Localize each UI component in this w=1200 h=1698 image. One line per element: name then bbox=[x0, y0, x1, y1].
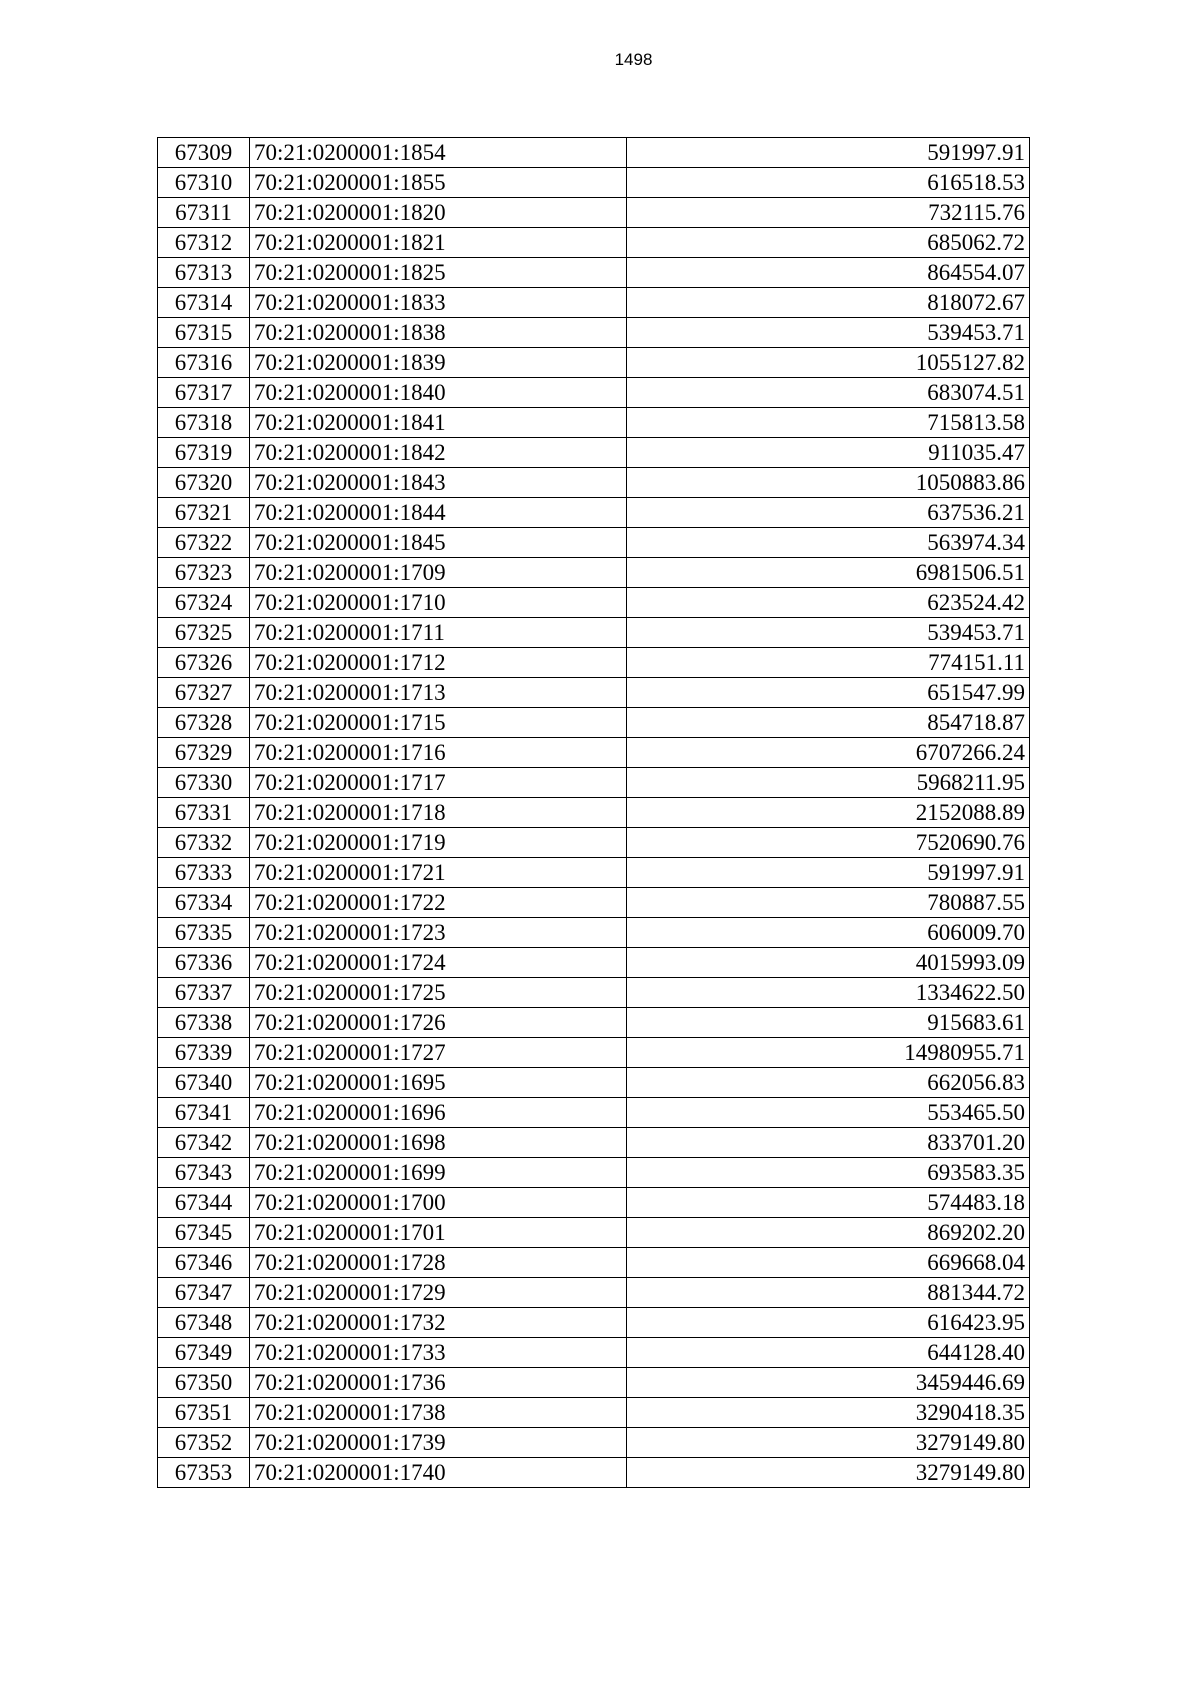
value-cell: 3459446.69 bbox=[627, 1368, 1030, 1398]
value-cell: 662056.83 bbox=[627, 1068, 1030, 1098]
row-number-cell: 67313 bbox=[158, 258, 250, 288]
cadastral-number-cell: 70:21:0200001:1722 bbox=[250, 888, 627, 918]
cadastral-number-cell: 70:21:0200001:1729 bbox=[250, 1278, 627, 1308]
value-cell: 669668.04 bbox=[627, 1248, 1030, 1278]
row-number-cell: 67335 bbox=[158, 918, 250, 948]
cadastral-number-cell: 70:21:0200001:1698 bbox=[250, 1128, 627, 1158]
row-number-cell: 67339 bbox=[158, 1038, 250, 1068]
cadastral-number-cell: 70:21:0200001:1820 bbox=[250, 198, 627, 228]
table-row bbox=[158, 828, 1030, 858]
row-number-cell: 67334 bbox=[158, 888, 250, 918]
row-number-cell: 67318 bbox=[158, 408, 250, 438]
row-number-cell: 67328 bbox=[158, 708, 250, 738]
row-number-cell: 67341 bbox=[158, 1098, 250, 1128]
row-number-cell: 67333 bbox=[158, 858, 250, 888]
cadastral-number-cell: 70:21:0200001:1833 bbox=[250, 288, 627, 318]
value-cell: 3279149.80 bbox=[627, 1458, 1030, 1488]
row-number-cell: 67340 bbox=[158, 1068, 250, 1098]
cadastral-number-cell: 70:21:0200001:1715 bbox=[250, 708, 627, 738]
cadastral-number-cell: 70:21:0200001:1700 bbox=[250, 1188, 627, 1218]
table-row bbox=[158, 918, 1030, 948]
value-cell: 6981506.51 bbox=[627, 558, 1030, 588]
value-cell: 1050883.86 bbox=[627, 468, 1030, 498]
table-row bbox=[158, 708, 1030, 738]
row-number-cell: 67331 bbox=[158, 798, 250, 828]
table-row bbox=[158, 768, 1030, 798]
value-cell: 591997.91 bbox=[627, 138, 1030, 168]
cadastral-number-cell: 70:21:0200001:1727 bbox=[250, 1038, 627, 1068]
row-number-cell: 67314 bbox=[158, 288, 250, 318]
cadastral-number-cell: 70:21:0200001:1699 bbox=[250, 1158, 627, 1188]
cadastral-number-cell: 70:21:0200001:1843 bbox=[250, 468, 627, 498]
table-row bbox=[158, 948, 1030, 978]
row-number-cell: 67311 bbox=[158, 198, 250, 228]
cadastral-value-table bbox=[157, 137, 1030, 1488]
value-cell: 6707266.24 bbox=[627, 738, 1030, 768]
table-row bbox=[158, 648, 1030, 678]
row-number-cell: 67337 bbox=[158, 978, 250, 1008]
table-row bbox=[158, 1428, 1030, 1458]
table-row bbox=[158, 1368, 1030, 1398]
row-number-cell: 67347 bbox=[158, 1278, 250, 1308]
value-cell: 574483.18 bbox=[627, 1188, 1030, 1218]
table-row bbox=[158, 738, 1030, 768]
table-row bbox=[158, 618, 1030, 648]
cadastral-number-cell: 70:21:0200001:1726 bbox=[250, 1008, 627, 1038]
value-cell: 833701.20 bbox=[627, 1128, 1030, 1158]
value-cell: 3279149.80 bbox=[627, 1428, 1030, 1458]
table-row bbox=[158, 978, 1030, 1008]
row-number-cell: 67310 bbox=[158, 168, 250, 198]
table-row bbox=[158, 348, 1030, 378]
table-row bbox=[158, 498, 1030, 528]
table-row bbox=[158, 1008, 1030, 1038]
value-cell: 869202.20 bbox=[627, 1218, 1030, 1248]
table-row bbox=[158, 1278, 1030, 1308]
value-cell: 864554.07 bbox=[627, 258, 1030, 288]
row-number-cell: 67351 bbox=[158, 1398, 250, 1428]
row-number-cell: 67319 bbox=[158, 438, 250, 468]
value-cell: 651547.99 bbox=[627, 678, 1030, 708]
value-cell: 616518.53 bbox=[627, 168, 1030, 198]
row-number-cell: 67349 bbox=[158, 1338, 250, 1368]
row-number-cell: 67330 bbox=[158, 768, 250, 798]
value-cell: 539453.71 bbox=[627, 618, 1030, 648]
cadastral-number-cell: 70:21:0200001:1839 bbox=[250, 348, 627, 378]
value-cell: 732115.76 bbox=[627, 198, 1030, 228]
value-cell: 623524.42 bbox=[627, 588, 1030, 618]
value-cell: 774151.11 bbox=[627, 648, 1030, 678]
table-row bbox=[158, 168, 1030, 198]
row-number-cell: 67316 bbox=[158, 348, 250, 378]
value-cell: 911035.47 bbox=[627, 438, 1030, 468]
table-row bbox=[158, 468, 1030, 498]
value-cell: 3290418.35 bbox=[627, 1398, 1030, 1428]
value-cell: 915683.61 bbox=[627, 1008, 1030, 1038]
row-number-cell: 67344 bbox=[158, 1188, 250, 1218]
cadastral-number-cell: 70:21:0200001:1724 bbox=[250, 948, 627, 978]
table-row bbox=[158, 1458, 1030, 1488]
cadastral-number-cell: 70:21:0200001:1711 bbox=[250, 618, 627, 648]
row-number-cell: 67346 bbox=[158, 1248, 250, 1278]
cadastral-number-cell: 70:21:0200001:1721 bbox=[250, 858, 627, 888]
table-row bbox=[158, 678, 1030, 708]
cadastral-number-cell: 70:21:0200001:1719 bbox=[250, 828, 627, 858]
row-number-cell: 67312 bbox=[158, 228, 250, 258]
value-cell: 5968211.95 bbox=[627, 768, 1030, 798]
cadastral-number-cell: 70:21:0200001:1701 bbox=[250, 1218, 627, 1248]
table-row bbox=[158, 1218, 1030, 1248]
value-cell: 606009.70 bbox=[627, 918, 1030, 948]
value-cell: 14980955.71 bbox=[627, 1038, 1030, 1068]
row-number-cell: 67317 bbox=[158, 378, 250, 408]
table-row bbox=[158, 378, 1030, 408]
value-cell: 685062.72 bbox=[627, 228, 1030, 258]
row-number-cell: 67338 bbox=[158, 1008, 250, 1038]
row-number-cell: 67352 bbox=[158, 1428, 250, 1458]
cadastral-number-cell: 70:21:0200001:1854 bbox=[250, 138, 627, 168]
cadastral-number-cell: 70:21:0200001:1713 bbox=[250, 678, 627, 708]
value-cell: 591997.91 bbox=[627, 858, 1030, 888]
value-cell: 616423.95 bbox=[627, 1308, 1030, 1338]
table-row bbox=[158, 258, 1030, 288]
cadastral-number-cell: 70:21:0200001:1723 bbox=[250, 918, 627, 948]
value-cell: 644128.40 bbox=[627, 1338, 1030, 1368]
row-number-cell: 67342 bbox=[158, 1128, 250, 1158]
value-cell: 715813.58 bbox=[627, 408, 1030, 438]
value-cell: 683074.51 bbox=[627, 378, 1030, 408]
cadastral-number-cell: 70:21:0200001:1728 bbox=[250, 1248, 627, 1278]
table-row bbox=[158, 1038, 1030, 1068]
table-row bbox=[158, 288, 1030, 318]
table-row bbox=[158, 858, 1030, 888]
cadastral-number-cell: 70:21:0200001:1838 bbox=[250, 318, 627, 348]
row-number-cell: 67348 bbox=[158, 1308, 250, 1338]
row-number-cell: 67325 bbox=[158, 618, 250, 648]
cadastral-number-cell: 70:21:0200001:1740 bbox=[250, 1458, 627, 1488]
table-row bbox=[158, 1248, 1030, 1278]
table-row bbox=[158, 408, 1030, 438]
value-cell: 4015993.09 bbox=[627, 948, 1030, 978]
cadastral-number-cell: 70:21:0200001:1725 bbox=[250, 978, 627, 1008]
cadastral-number-cell: 70:21:0200001:1717 bbox=[250, 768, 627, 798]
row-number-cell: 67343 bbox=[158, 1158, 250, 1188]
table-row bbox=[158, 138, 1030, 168]
cadastral-number-cell: 70:21:0200001:1733 bbox=[250, 1338, 627, 1368]
table-row bbox=[158, 558, 1030, 588]
row-number-cell: 67320 bbox=[158, 468, 250, 498]
table-row bbox=[158, 588, 1030, 618]
row-number-cell: 67327 bbox=[158, 678, 250, 708]
table-row bbox=[158, 1188, 1030, 1218]
row-number-cell: 67329 bbox=[158, 738, 250, 768]
table-row bbox=[158, 1308, 1030, 1338]
cadastral-number-cell: 70:21:0200001:1825 bbox=[250, 258, 627, 288]
cadastral-number-cell: 70:21:0200001:1844 bbox=[250, 498, 627, 528]
value-cell: 780887.55 bbox=[627, 888, 1030, 918]
cadastral-number-cell: 70:21:0200001:1739 bbox=[250, 1428, 627, 1458]
table-row bbox=[158, 798, 1030, 828]
row-number-cell: 67315 bbox=[158, 318, 250, 348]
cadastral-number-cell: 70:21:0200001:1718 bbox=[250, 798, 627, 828]
table-row bbox=[158, 1398, 1030, 1428]
value-cell: 1334622.50 bbox=[627, 978, 1030, 1008]
row-number-cell: 67326 bbox=[158, 648, 250, 678]
value-cell: 553465.50 bbox=[627, 1098, 1030, 1128]
row-number-cell: 67336 bbox=[158, 948, 250, 978]
table-row bbox=[158, 1338, 1030, 1368]
cadastral-number-cell: 70:21:0200001:1709 bbox=[250, 558, 627, 588]
cadastral-number-cell: 70:21:0200001:1840 bbox=[250, 378, 627, 408]
value-cell: 693583.35 bbox=[627, 1158, 1030, 1188]
value-cell: 563974.34 bbox=[627, 528, 1030, 558]
row-number-cell: 67309 bbox=[158, 138, 250, 168]
value-cell: 637536.21 bbox=[627, 498, 1030, 528]
table-row bbox=[158, 528, 1030, 558]
row-number-cell: 67350 bbox=[158, 1368, 250, 1398]
row-number-cell: 67322 bbox=[158, 528, 250, 558]
page-number: 1498 bbox=[614, 50, 653, 69]
cadastral-number-cell: 70:21:0200001:1842 bbox=[250, 438, 627, 468]
row-number-cell: 67324 bbox=[158, 588, 250, 618]
row-number-cell: 67323 bbox=[158, 558, 250, 588]
cadastral-number-cell: 70:21:0200001:1710 bbox=[250, 588, 627, 618]
table-row bbox=[158, 198, 1030, 228]
cadastral-number-cell: 70:21:0200001:1821 bbox=[250, 228, 627, 258]
cadastral-number-cell: 70:21:0200001:1736 bbox=[250, 1368, 627, 1398]
table-row bbox=[158, 228, 1030, 258]
cadastral-number-cell: 70:21:0200001:1716 bbox=[250, 738, 627, 768]
row-number-cell: 67332 bbox=[158, 828, 250, 858]
value-cell: 818072.67 bbox=[627, 288, 1030, 318]
table-body bbox=[158, 138, 1030, 1488]
row-number-cell: 67345 bbox=[158, 1218, 250, 1248]
table-row bbox=[158, 318, 1030, 348]
cadastral-number-cell: 70:21:0200001:1855 bbox=[250, 168, 627, 198]
row-number-cell: 67321 bbox=[158, 498, 250, 528]
value-cell: 539453.71 bbox=[627, 318, 1030, 348]
value-cell: 881344.72 bbox=[627, 1278, 1030, 1308]
value-cell: 7520690.76 bbox=[627, 828, 1030, 858]
table-row bbox=[158, 888, 1030, 918]
table-row bbox=[158, 1158, 1030, 1188]
cadastral-number-cell: 70:21:0200001:1738 bbox=[250, 1398, 627, 1428]
cadastral-number-cell: 70:21:0200001:1712 bbox=[250, 648, 627, 678]
table-row bbox=[158, 1068, 1030, 1098]
value-cell: 1055127.82 bbox=[627, 348, 1030, 378]
value-cell: 2152088.89 bbox=[627, 798, 1030, 828]
table-row bbox=[158, 438, 1030, 468]
cadastral-number-cell: 70:21:0200001:1845 bbox=[250, 528, 627, 558]
cadastral-number-cell: 70:21:0200001:1732 bbox=[250, 1308, 627, 1338]
cadastral-number-cell: 70:21:0200001:1841 bbox=[250, 408, 627, 438]
row-number-cell: 67353 bbox=[158, 1458, 250, 1488]
table-row bbox=[158, 1128, 1030, 1158]
cadastral-number-cell: 70:21:0200001:1695 bbox=[250, 1068, 627, 1098]
cadastral-number-cell: 70:21:0200001:1696 bbox=[250, 1098, 627, 1128]
table-row bbox=[158, 1098, 1030, 1128]
value-cell: 854718.87 bbox=[627, 708, 1030, 738]
